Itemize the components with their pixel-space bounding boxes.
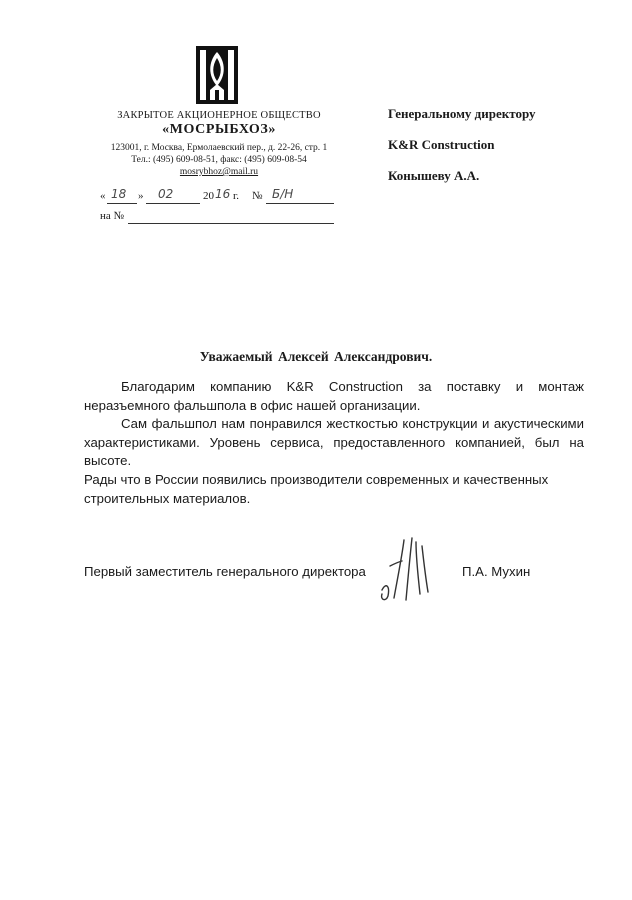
outgoing-number: Б/Н — [272, 187, 294, 201]
outgoing-month: 02 — [158, 187, 174, 201]
outgoing-date-row — [100, 187, 340, 206]
org-name: «МОСРЫБХОЗ» — [162, 122, 276, 137]
signatory-title: Первый заместитель генерального директора — [84, 564, 366, 579]
paragraph-thanks: Благодарим компанию K&R Construction за поставку и монтаж неразъемного фальшпола в офис нашей организации. — [84, 379, 584, 413]
number-underline — [266, 203, 334, 204]
letter-greeting: Уважаемый Алексей Александрович. — [199, 349, 433, 364]
reference-underline — [128, 223, 334, 224]
org-address: 123001, г. Москва, Ермолаевский пер., д. 22-26, стр. 1 — [110, 143, 328, 153]
paragraph-closing: Рады что в России появились производители современных и качественных строительных материалов. — [84, 471, 549, 506]
letter-body — [84, 378, 584, 508]
year-prefix: 20 — [203, 190, 214, 202]
outgoing-day: 18 — [111, 187, 127, 201]
paragraph-feedback: Сам фальшпол нам понравился жесткостью конструкции и акустическими характеристиками. Уровень сервиса, предоставленного компанией, был на высоте. — [84, 416, 584, 469]
addressee-name: Конышеву А.А. — [388, 168, 480, 183]
day-underline — [107, 203, 137, 204]
org-type: ЗАКРЫТОЕ АКЦИОНЕРНОЕ ОБЩЕСТВО — [117, 110, 321, 121]
org-phones: Тел.: (495) 609-08-51, факс: (495) 609-08-54 — [131, 155, 307, 165]
reference-label: на № — [100, 210, 125, 222]
year-unit: г. — [233, 190, 240, 202]
addressee-company: K&R Construction — [388, 137, 495, 152]
addressee-position: Генеральному директору — [388, 106, 536, 121]
mosrybhoz-logo-icon — [196, 46, 238, 104]
open-quote: « — [100, 190, 106, 202]
month-underline — [146, 203, 200, 204]
reference-row — [100, 210, 340, 226]
org-email: mosrybhoz@mail.ru — [179, 167, 259, 177]
number-label: № — [252, 190, 263, 202]
close-quote: » — [138, 190, 144, 202]
year-suffix: 16 — [215, 187, 231, 201]
handwritten-signature — [372, 536, 444, 608]
signatory-name: П.А. Мухин — [462, 564, 531, 579]
